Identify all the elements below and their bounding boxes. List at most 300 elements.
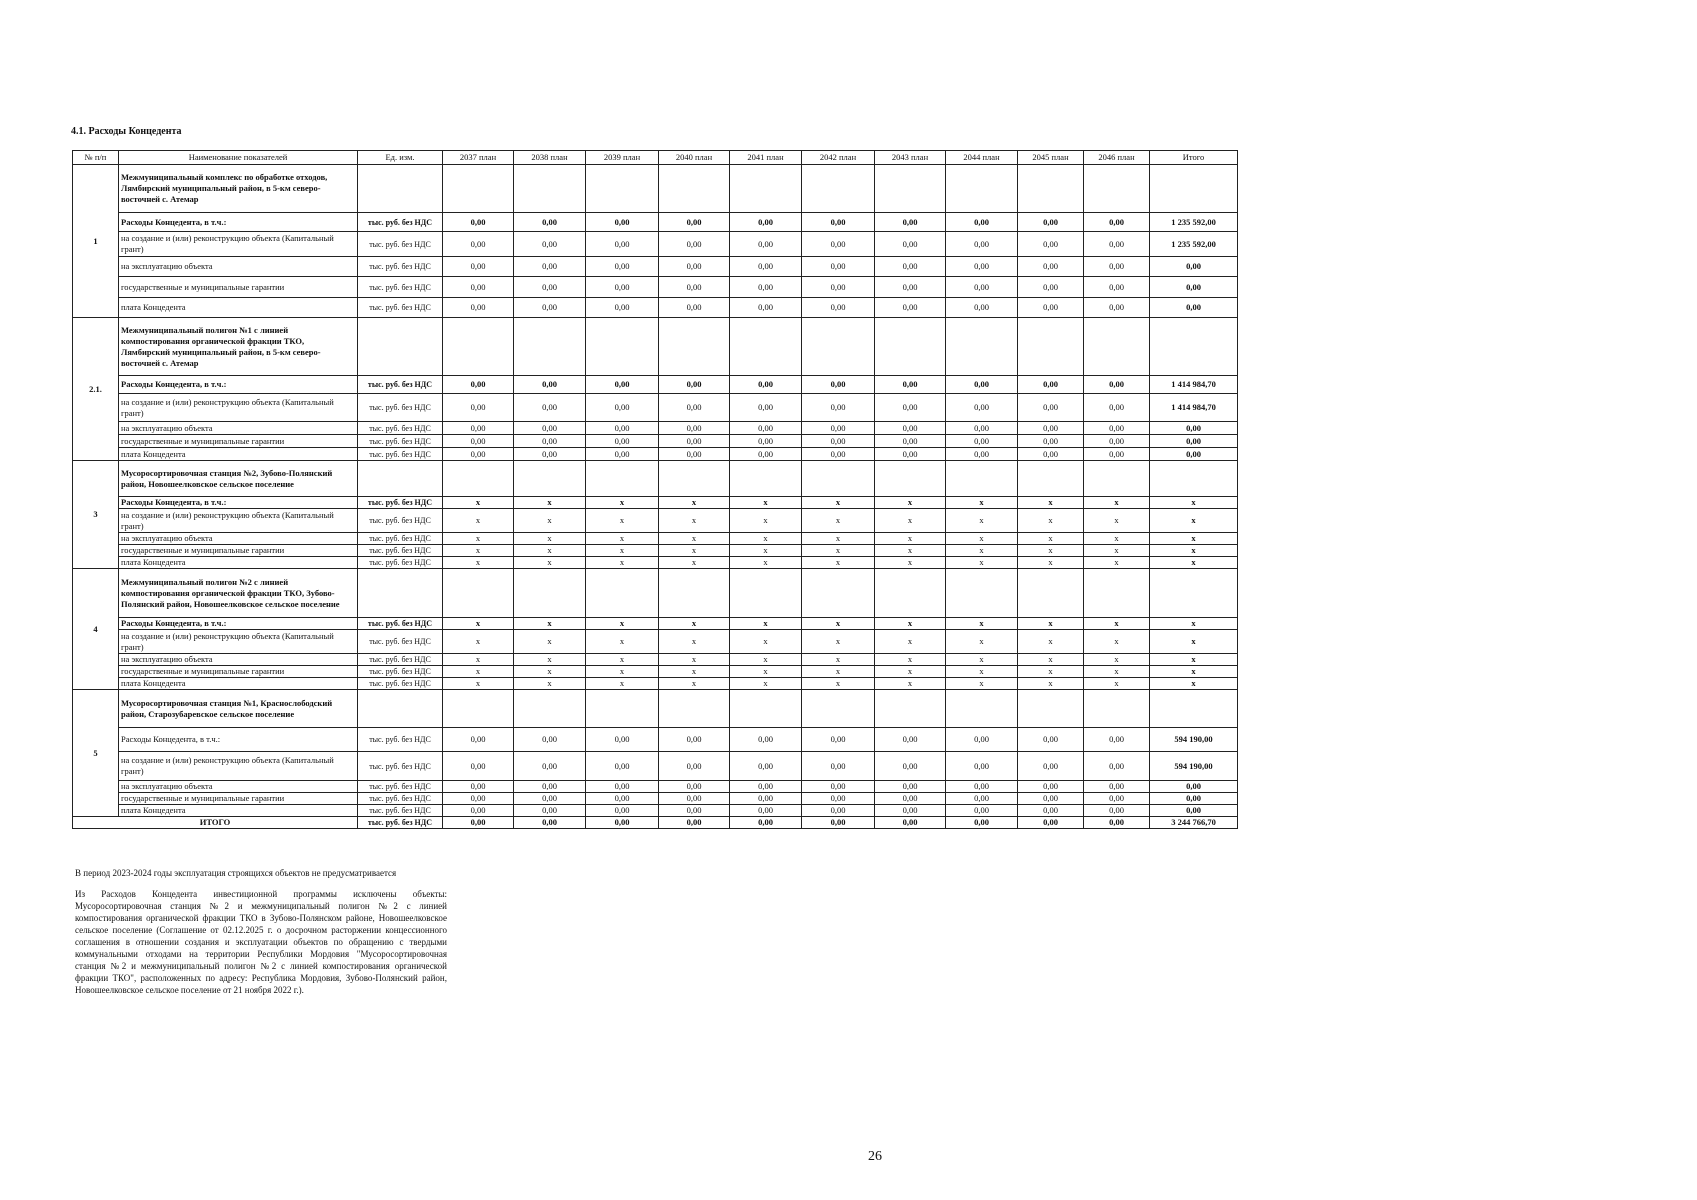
value-cell: x: [730, 630, 802, 654]
value-cell: x: [1084, 509, 1150, 533]
table-row: [73, 448, 1238, 461]
value-cell: x: [1084, 497, 1150, 509]
value-cell: 0,00: [659, 793, 730, 805]
value-cell: 0,00: [875, 277, 946, 298]
empty-cell: [443, 165, 514, 213]
section-title: 4.1. Расходы Концедента: [71, 126, 182, 137]
value-cell: 0,00: [443, 232, 514, 257]
value-cell: 0,00: [802, 805, 875, 817]
value-cell: 0,00: [802, 394, 875, 422]
row-label: на создание и (или) реконструкцию объекта (Капитальный грант): [119, 232, 358, 257]
row-label: Расходы Концедента, в т.ч.:: [119, 497, 358, 509]
empty-cell: [1084, 690, 1150, 728]
total-cell: 0,00: [1150, 781, 1238, 793]
value-cell: x: [802, 630, 875, 654]
value-cell: x: [946, 630, 1018, 654]
value-cell: x: [875, 533, 946, 545]
value-cell: 0,00: [1018, 277, 1084, 298]
value-cell: 0,00: [514, 213, 586, 232]
total-cell: 0,00: [1150, 277, 1238, 298]
value-cell: 0,00: [514, 752, 586, 781]
empty-cell: [514, 569, 586, 618]
value-cell: 0,00: [514, 817, 586, 829]
value-cell: x: [875, 618, 946, 630]
value-cell: x: [443, 678, 514, 690]
value-cell: x: [946, 618, 1018, 630]
value-cell: x: [443, 509, 514, 533]
empty-cell: [586, 690, 659, 728]
value-cell: 0,00: [659, 232, 730, 257]
table-row: [73, 277, 1238, 298]
column-header: Наименование показателей: [119, 151, 358, 165]
value-cell: 0,00: [659, 394, 730, 422]
value-cell: x: [730, 618, 802, 630]
value-cell: 0,00: [946, 277, 1018, 298]
value-cell: 0,00: [443, 277, 514, 298]
value-cell: 0,00: [586, 277, 659, 298]
value-cell: 0,00: [875, 298, 946, 318]
row-index: 5: [73, 690, 119, 817]
value-cell: 0,00: [586, 232, 659, 257]
value-cell: 0,00: [1018, 394, 1084, 422]
value-cell: x: [659, 509, 730, 533]
value-cell: 0,00: [875, 817, 946, 829]
value-cell: 0,00: [875, 728, 946, 752]
row-label: государственные и муниципальные гарантии: [119, 435, 358, 448]
value-cell: 0,00: [946, 435, 1018, 448]
unit-cell: тыс. руб. без НДС: [358, 545, 443, 557]
value-cell: x: [443, 618, 514, 630]
value-cell: 0,00: [1084, 805, 1150, 817]
unit-cell: тыс. руб. без НДС: [358, 213, 443, 232]
note-excluded-objects: Из Расходов Концедента инвестиционной программы исключены объекты: Мусоросортировочная станция №2 и межмуниципальный полигон №2 с линией компостирования органической фракции ТКО в Зубово-Полянском районе, Новошеелковское сельское поселение (Соглашение от 02.12.2025 г. о досрочном расторжении концессионного соглашения в отношении создания и эксплуатации объектов по обращению с твердыми коммунальными отходами на территории Республики Мордовия "Мусоросортировочная станция №2 и межмуниципальный полигон №2 с линией компостирования органической фракции ТКО", расположенных по адресу: Республика Мордовия, Зубово-Полянский район, Новошеелковское сельское поселение от 21 ноября 2022 г.).: [75, 889, 447, 995]
table-row: [73, 257, 1238, 277]
total-cell: x: [1150, 630, 1238, 654]
table-row: [73, 678, 1238, 690]
value-cell: x: [659, 557, 730, 569]
unit-cell: тыс. руб. без НДС: [358, 781, 443, 793]
empty-cell: [358, 318, 443, 376]
value-cell: x: [1084, 654, 1150, 666]
value-cell: 0,00: [1084, 298, 1150, 318]
table-row: [73, 509, 1238, 533]
value-cell: 0,00: [730, 793, 802, 805]
value-cell: 0,00: [1084, 793, 1150, 805]
itogo-label: ИТОГО: [73, 817, 358, 829]
unit-cell: тыс. руб. без НДС: [358, 376, 443, 394]
object-title-row: [73, 690, 1238, 728]
value-cell: 0,00: [443, 805, 514, 817]
value-cell: x: [514, 557, 586, 569]
value-cell: 0,00: [730, 277, 802, 298]
value-cell: 0,00: [659, 448, 730, 461]
value-cell: 0,00: [586, 805, 659, 817]
empty-cell: [802, 569, 875, 618]
unit-cell: тыс. руб. без НДС: [358, 298, 443, 318]
itogo-row: [73, 817, 1238, 829]
value-cell: 0,00: [586, 213, 659, 232]
value-cell: x: [946, 533, 1018, 545]
value-cell: x: [586, 654, 659, 666]
empty-cell: [946, 690, 1018, 728]
unit-cell: тыс. руб. без НДС: [358, 435, 443, 448]
value-cell: x: [514, 630, 586, 654]
value-cell: x: [586, 678, 659, 690]
table-row: [73, 232, 1238, 257]
table-row: [73, 793, 1238, 805]
value-cell: 0,00: [514, 805, 586, 817]
object-title-row: [73, 461, 1238, 497]
value-cell: 0,00: [443, 298, 514, 318]
value-cell: x: [802, 545, 875, 557]
row-label: на создание и (или) реконструкцию объекта (Капитальный грант): [119, 630, 358, 654]
empty-cell: [802, 318, 875, 376]
empty-cell: [659, 690, 730, 728]
row-label: на эксплуатацию объекта: [119, 533, 358, 545]
page-number: 26: [868, 1149, 882, 1164]
unit-cell: тыс. руб. без НДС: [358, 448, 443, 461]
value-cell: 0,00: [1084, 376, 1150, 394]
value-cell: 0,00: [1084, 232, 1150, 257]
empty-cell: [730, 569, 802, 618]
empty-cell: [358, 165, 443, 213]
column-header: 2038 план: [514, 151, 586, 165]
value-cell: x: [586, 545, 659, 557]
table-row: [73, 376, 1238, 394]
table-row: [73, 545, 1238, 557]
value-cell: x: [1084, 630, 1150, 654]
value-cell: 0,00: [1084, 257, 1150, 277]
unit-cell: тыс. руб. без НДС: [358, 509, 443, 533]
value-cell: 0,00: [443, 817, 514, 829]
unit-cell: тыс. руб. без НДС: [358, 232, 443, 257]
value-cell: 0,00: [1018, 376, 1084, 394]
value-cell: 0,00: [586, 257, 659, 277]
empty-cell: [514, 318, 586, 376]
empty-cell: [802, 165, 875, 213]
value-cell: 0,00: [802, 817, 875, 829]
value-cell: 0,00: [1018, 213, 1084, 232]
row-label: Расходы Концедента, в т.ч.:: [119, 618, 358, 630]
value-cell: 0,00: [659, 277, 730, 298]
value-cell: x: [586, 533, 659, 545]
empty-cell: [514, 165, 586, 213]
table-row: [73, 618, 1238, 630]
row-index: 3: [73, 461, 119, 569]
value-cell: 0,00: [730, 394, 802, 422]
value-cell: x: [1084, 533, 1150, 545]
empty-cell: [946, 569, 1018, 618]
object-title-row: [73, 165, 1238, 213]
total-cell: 0,00: [1150, 793, 1238, 805]
row-label: Расходы Концедента, в т.ч.:: [119, 728, 358, 752]
value-cell: 0,00: [586, 435, 659, 448]
table-row: [73, 666, 1238, 678]
value-cell: 0,00: [443, 376, 514, 394]
row-label: на эксплуатацию объекта: [119, 422, 358, 435]
object-name: Мусоросортировочная станция №2, Зубово-Полянский район, Новошеелковское сельское поселение: [119, 461, 358, 497]
unit-cell: тыс. руб. без НДС: [358, 678, 443, 690]
value-cell: 0,00: [586, 298, 659, 318]
value-cell: x: [875, 654, 946, 666]
value-cell: 0,00: [730, 448, 802, 461]
value-cell: 0,00: [730, 298, 802, 318]
value-cell: 0,00: [730, 805, 802, 817]
unit-cell: тыс. руб. без НДС: [358, 805, 443, 817]
value-cell: 0,00: [443, 435, 514, 448]
row-label: плата Концедента: [119, 557, 358, 569]
value-cell: 0,00: [1018, 232, 1084, 257]
value-cell: x: [1018, 654, 1084, 666]
value-cell: x: [730, 497, 802, 509]
value-cell: 0,00: [946, 781, 1018, 793]
total-cell: 0,00: [1150, 422, 1238, 435]
value-cell: x: [1084, 545, 1150, 557]
total-cell: 0,00: [1150, 298, 1238, 318]
total-cell: 3 244 766,70: [1150, 817, 1238, 829]
value-cell: 0,00: [586, 817, 659, 829]
value-cell: 0,00: [659, 728, 730, 752]
value-cell: x: [1018, 678, 1084, 690]
empty-cell: [586, 318, 659, 376]
value-cell: x: [730, 533, 802, 545]
unit-cell: тыс. руб. без НДС: [358, 666, 443, 678]
value-cell: 0,00: [802, 728, 875, 752]
empty-cell: [1150, 318, 1238, 376]
value-cell: 0,00: [443, 752, 514, 781]
value-cell: x: [875, 678, 946, 690]
value-cell: x: [659, 533, 730, 545]
value-cell: x: [659, 545, 730, 557]
row-label: на создание и (или) реконструкцию объекта (Капитальный грант): [119, 752, 358, 781]
value-cell: 0,00: [946, 376, 1018, 394]
value-cell: x: [514, 533, 586, 545]
value-cell: x: [730, 557, 802, 569]
total-cell: 1 235 592,00: [1150, 213, 1238, 232]
unit-cell: тыс. руб. без НДС: [358, 728, 443, 752]
value-cell: x: [802, 509, 875, 533]
row-label: на эксплуатацию объекта: [119, 654, 358, 666]
value-cell: 0,00: [875, 793, 946, 805]
value-cell: x: [1084, 618, 1150, 630]
value-cell: x: [586, 618, 659, 630]
object-name: Межмуниципальный комплекс по обработке отходов, Лямбирский муниципальный район, в 5-км северо-восточней с. Атемар: [119, 165, 358, 213]
value-cell: 0,00: [514, 435, 586, 448]
value-cell: 0,00: [730, 232, 802, 257]
value-cell: 0,00: [946, 213, 1018, 232]
value-cell: x: [730, 545, 802, 557]
table-row: [73, 654, 1238, 666]
empty-cell: [358, 690, 443, 728]
value-cell: x: [1084, 557, 1150, 569]
value-cell: 0,00: [946, 752, 1018, 781]
note-operation-period: В период 2023-2024 годы эксплуатация строящихся объектов не предусматривается: [75, 868, 397, 878]
empty-cell: [875, 461, 946, 497]
value-cell: 0,00: [514, 394, 586, 422]
empty-cell: [586, 461, 659, 497]
value-cell: 0,00: [946, 805, 1018, 817]
total-cell: x: [1150, 678, 1238, 690]
table-row: [73, 630, 1238, 654]
empty-cell: [586, 569, 659, 618]
column-header: 2045 план: [1018, 151, 1084, 165]
value-cell: x: [1018, 557, 1084, 569]
empty-cell: [730, 318, 802, 376]
value-cell: 0,00: [659, 257, 730, 277]
empty-cell: [730, 690, 802, 728]
value-cell: 0,00: [875, 257, 946, 277]
unit-cell: тыс. руб. без НДС: [358, 422, 443, 435]
row-label: Расходы Концедента, в т.ч.:: [119, 213, 358, 232]
value-cell: 0,00: [1084, 213, 1150, 232]
value-cell: 0,00: [586, 793, 659, 805]
value-cell: 0,00: [802, 213, 875, 232]
value-cell: x: [802, 618, 875, 630]
value-cell: x: [875, 630, 946, 654]
value-cell: x: [443, 497, 514, 509]
empty-cell: [875, 690, 946, 728]
value-cell: 0,00: [1018, 422, 1084, 435]
unit-cell: тыс. руб. без НДС: [358, 654, 443, 666]
value-cell: x: [514, 509, 586, 533]
value-cell: x: [875, 557, 946, 569]
value-cell: 0,00: [802, 793, 875, 805]
table-row: [73, 805, 1238, 817]
column-header: № п/п: [73, 151, 119, 165]
value-cell: x: [875, 497, 946, 509]
table-row: [73, 213, 1238, 232]
row-index: 4: [73, 569, 119, 690]
empty-cell: [358, 569, 443, 618]
value-cell: x: [443, 630, 514, 654]
total-cell: 1 235 592,00: [1150, 232, 1238, 257]
column-header: 2041 план: [730, 151, 802, 165]
total-cell: 0,00: [1150, 435, 1238, 448]
value-cell: x: [1084, 678, 1150, 690]
value-cell: x: [659, 654, 730, 666]
unit-cell: тыс. руб. без НДС: [358, 497, 443, 509]
empty-cell: [730, 165, 802, 213]
row-label: на создание и (или) реконструкцию объекта (Капитальный грант): [119, 394, 358, 422]
value-cell: x: [443, 666, 514, 678]
empty-cell: [1018, 461, 1084, 497]
row-label: Расходы Концедента, в т.ч.:: [119, 376, 358, 394]
object-title-row: [73, 569, 1238, 618]
value-cell: x: [802, 533, 875, 545]
value-cell: 0,00: [730, 817, 802, 829]
value-cell: 0,00: [586, 394, 659, 422]
value-cell: 0,00: [946, 728, 1018, 752]
value-cell: 0,00: [1018, 752, 1084, 781]
empty-cell: [1084, 461, 1150, 497]
empty-cell: [443, 690, 514, 728]
table-row: [73, 298, 1238, 318]
value-cell: 0,00: [659, 752, 730, 781]
value-cell: 0,00: [586, 448, 659, 461]
value-cell: x: [946, 666, 1018, 678]
value-cell: 0,00: [1018, 257, 1084, 277]
value-cell: 0,00: [659, 376, 730, 394]
row-label: государственные и муниципальные гарантии: [119, 277, 358, 298]
unit-cell: тыс. руб. без НДС: [358, 793, 443, 805]
value-cell: x: [946, 678, 1018, 690]
value-cell: 0,00: [1084, 422, 1150, 435]
empty-cell: [443, 318, 514, 376]
value-cell: 0,00: [946, 257, 1018, 277]
value-cell: x: [802, 557, 875, 569]
total-cell: x: [1150, 654, 1238, 666]
value-cell: 0,00: [1084, 817, 1150, 829]
total-cell: x: [1150, 666, 1238, 678]
value-cell: 0,00: [946, 422, 1018, 435]
value-cell: 0,00: [730, 752, 802, 781]
column-header: Ед. изм.: [358, 151, 443, 165]
value-cell: 0,00: [946, 394, 1018, 422]
empty-cell: [659, 318, 730, 376]
value-cell: 0,00: [514, 448, 586, 461]
value-cell: 0,00: [1084, 728, 1150, 752]
value-cell: 0,00: [802, 752, 875, 781]
total-cell: 594 190,00: [1150, 728, 1238, 752]
empty-cell: [946, 318, 1018, 376]
value-cell: 0,00: [730, 422, 802, 435]
object-name: Межмуниципальный полигон №2 с линией компостирования органической фракции ТКО, Зубово-Полянский район, Новошеелковское сельское поселение: [119, 569, 358, 618]
value-cell: 0,00: [802, 298, 875, 318]
value-cell: x: [802, 654, 875, 666]
value-cell: x: [1018, 533, 1084, 545]
empty-cell: [802, 690, 875, 728]
empty-cell: [1084, 165, 1150, 213]
value-cell: 0,00: [514, 298, 586, 318]
value-cell: 0,00: [659, 213, 730, 232]
value-cell: 0,00: [443, 213, 514, 232]
value-cell: x: [659, 630, 730, 654]
value-cell: 0,00: [730, 728, 802, 752]
table-body: [73, 165, 1238, 829]
column-header: 2037 план: [443, 151, 514, 165]
row-index: 1: [73, 165, 119, 318]
row-label: плата Концедента: [119, 448, 358, 461]
value-cell: x: [875, 666, 946, 678]
unit-cell: тыс. руб. без НДС: [358, 277, 443, 298]
value-cell: x: [586, 509, 659, 533]
value-cell: 0,00: [1084, 435, 1150, 448]
value-cell: x: [443, 557, 514, 569]
row-label: плата Концедента: [119, 805, 358, 817]
empty-cell: [1150, 165, 1238, 213]
empty-cell: [514, 461, 586, 497]
row-label: плата Концедента: [119, 298, 358, 318]
column-header: 2046 план: [1084, 151, 1150, 165]
value-cell: 0,00: [659, 781, 730, 793]
empty-cell: [875, 569, 946, 618]
object-name: Мусоросортировочная станция №1, Краснослободский район, Старозубаревское сельское поселение: [119, 690, 358, 728]
row-label: на эксплуатацию объекта: [119, 257, 358, 277]
unit-cell: тыс. руб. без НДС: [358, 817, 443, 829]
row-index: 2.1.: [73, 318, 119, 461]
value-cell: 0,00: [802, 376, 875, 394]
value-cell: x: [730, 654, 802, 666]
empty-cell: [659, 461, 730, 497]
value-cell: x: [730, 678, 802, 690]
table-row: [73, 497, 1238, 509]
value-cell: 0,00: [1084, 448, 1150, 461]
value-cell: x: [1018, 618, 1084, 630]
value-cell: 0,00: [514, 232, 586, 257]
empty-cell: [1018, 569, 1084, 618]
value-cell: x: [875, 545, 946, 557]
unit-cell: тыс. руб. без НДС: [358, 533, 443, 545]
